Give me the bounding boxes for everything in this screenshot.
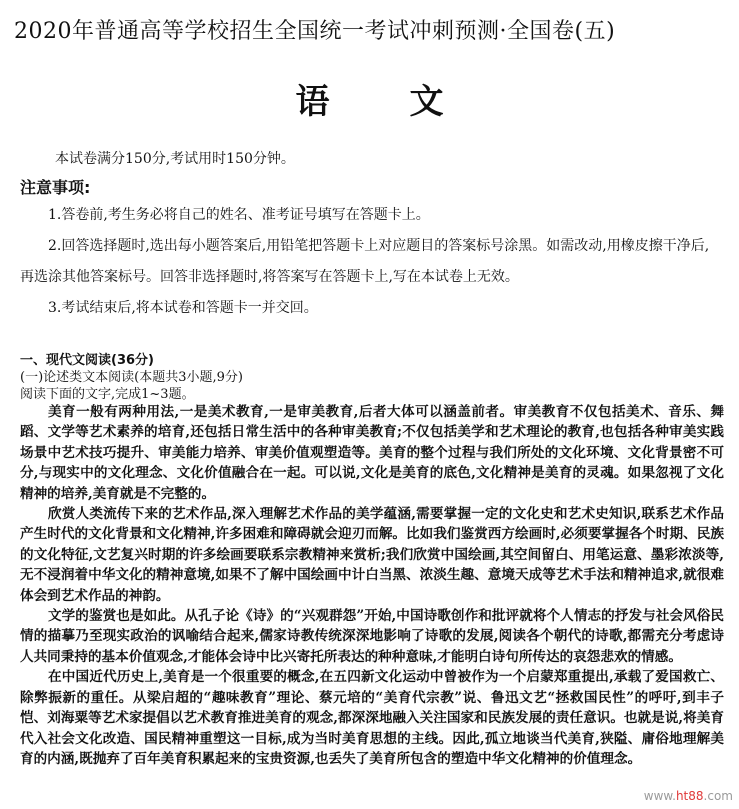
subject-title: 语文: [295, 82, 524, 122]
watermark-suffix: .com: [703, 789, 733, 803]
watermark-prefix: www.: [643, 789, 676, 803]
note-item: 1.答卷前,考生务必将自己的姓名、准考证号填写在答题卡上。: [48, 207, 430, 223]
notes-list: [20, 200, 720, 324]
exam-title: 2020年普通高等学校招生全国统一考试冲刺预测·全国卷(五): [14, 19, 616, 44]
exam-info: 本试卷满分150分,考试用时150分钟。: [55, 151, 295, 167]
reading-section-header: [20, 352, 726, 403]
section-instruction: 阅读下面的文字,完成1~3题。: [20, 387, 195, 402]
passage-paragraph: 在中国近代历史上,美育是一个很重要的概念,在五四新文化运动中曾被作为一个启蒙郑重提出,承载了爱国救亡、除弊振新的重任。从梁启超的“趣味教育”理论、蔡元培的“美育代宗教”说、鲁迅文艺“拯救国民性”的呼吁,到丰子恺、刘海粟等艺术家提倡以艺术教育推进美育的观念,都深深地融入关注国家和民族发展的责任意识。也就是说,将美育代入社会文化改造、国民精神重塑这一目标,成为当时美育思想的主线。因此,孤立地谈当代美育,狭隘、庸俗地理解美育的内涵,既抛弃了百年美育积累起来的宝贵资源,也丢失了美育所包含的塑造中华文化精神的价值理念。: [20, 669, 724, 767]
passage-paragraph: 欣赏人类流传下来的艺术作品,深入理解艺术作品的美学蕴涵,需要掌握一定的文化史和艺术史知识,联系艺术作品产生时代的文化背景和文化精神,许多困难和障碍就会迎刃而解。比如我们鉴赏西方绘画时,必须要掌握各个时期、民族的文化特征,文艺复兴时期的许多绘画要联系宗教精神来赏析;我们欣赏中国绘画,其空间留白、用笔运意、墨彩浓淡等,无不浸润着中华文化的精神意境,如果不了解中国绘画中计白当黑、浓淡生趣、意境天成等艺术手法和精神追求,就很难体会到艺术作品的神韵。: [20, 506, 724, 604]
passage-paragraph: 文学的鉴赏也是如此。从孔子论《诗》的“兴观群怨”开始,中国诗歌创作和批评就将个人情志的抒发与社会风俗民情的描摹乃至现实政治的讽喻结合起来,儒家诗教传统深深地影响了诗歌的发展,阅读各个朝代的诗歌,都需充分考虑诗人共同秉持的基本价值观念,才能体会诗中比兴寄托所表达的种种意味,才能明白诗句所传达的哀怨悲欢的情感。: [20, 608, 724, 665]
note-item: 3.考试结束后,将本试卷和答题卡一并交回。: [48, 300, 318, 316]
notes-heading: 注意事项:: [20, 178, 91, 197]
watermark-domain: ht88: [675, 789, 704, 803]
note-item: 2.回答选择题时,选出每小题答案后,用铅笔把答题卡上对应题目的答案标号涂黑。如需改动,用橡皮擦干净后,再选涂其他答案标号。回答非选择题时,将答案写在答题卡上,写在本试卷上无效。: [20, 238, 710, 285]
site-watermark: [644, 789, 733, 803]
section-subheading: (一)论述类文本阅读(本题共3小题,9分): [20, 370, 243, 385]
passage-paragraph: 美育一般有两种用法,一是美术教育,一是审美教育,后者大体可以涵盖前者。审美教育不仅包括美术、音乐、舞蹈、文学等艺术素养的培育,还包括日常生活中的各种审美教育;不仅包括美学和艺术理论的教育,也包括各种审美实践场景中艺术技巧提升、审美能力培养、审美价值观塑造等。美育的整个过程与我们所处的文化环境、文化背景密不可分,与现实中的文化理念、文化价值融合在一起。可以说,文化是美育的底色,文化精神是美育的灵魂。如果忽视了文化精神的培养,美育就是不完整的。: [20, 404, 724, 502]
section-heading: 一、现代文阅读(36分): [20, 353, 154, 368]
reading-passage: [20, 402, 724, 769]
